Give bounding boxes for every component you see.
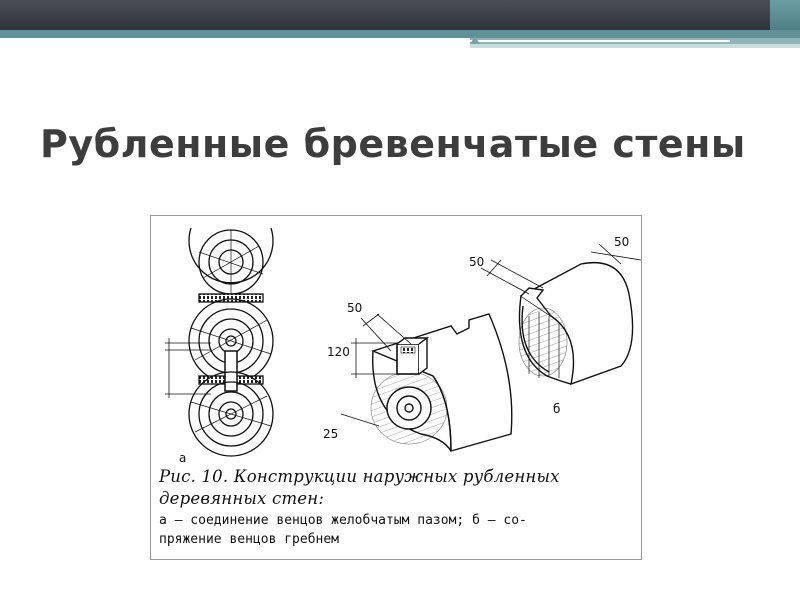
dowel [225,351,237,391]
decorative-stripe [0,30,800,38]
figure-caption [159,466,637,548]
dim-120: 120 [327,345,350,359]
caption-title-line: деревянных стен: [159,489,325,508]
dim-25: 25 [323,427,339,441]
moss-caulking [199,294,263,302]
figure-log-walls [150,215,642,560]
caption-description-line: а – соединение венцов желобчатым пазом; б – со- [159,513,527,528]
label-b: б [553,402,561,416]
decorative-stripe-line [470,40,730,42]
log-groove-joint [341,314,512,451]
log-top [189,228,273,294]
dim-50-left: 50 [347,301,363,315]
caption-title-line: Рис. 10. Конструкции наружных рубленных [159,467,560,486]
decorative-triangle [470,36,480,44]
caption-description-line: пряжение венцов гребнем [159,532,340,547]
dim-50-mid: 50 [469,255,485,269]
header-bar [0,0,800,30]
slide-title: Рубленные бревенчатые стены [40,122,746,166]
label-a: а [179,451,187,465]
header-accent [770,0,800,30]
decorative-stripe-pale [470,44,800,48]
dim-50-right: 50 [614,235,630,249]
log-stack-a [165,228,273,456]
